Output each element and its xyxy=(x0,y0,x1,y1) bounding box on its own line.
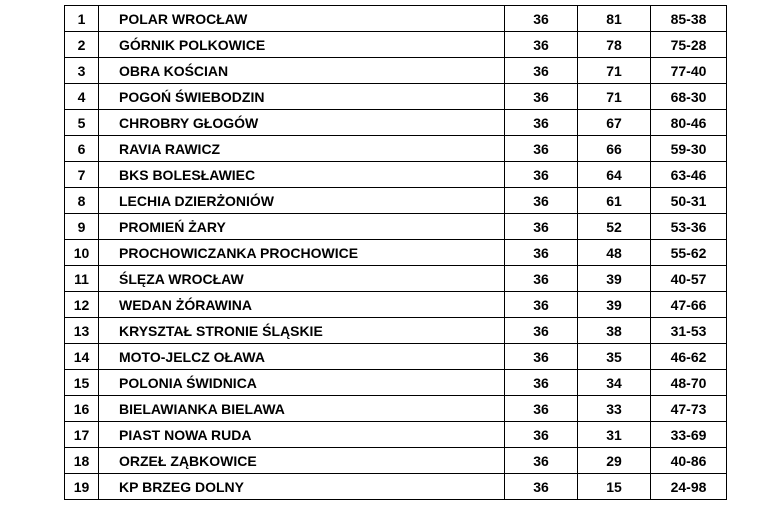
points-cell: 39 xyxy=(578,292,651,318)
team-name-cell: POLAR WROCŁAW xyxy=(99,6,505,32)
table-row xyxy=(65,448,727,474)
games-played-cell: 36 xyxy=(505,448,578,474)
games-played-cell: 36 xyxy=(505,162,578,188)
table-row xyxy=(65,370,727,396)
team-name-cell: MOTO-JELCZ OŁAWA xyxy=(99,344,505,370)
goals-cell: 53-36 xyxy=(651,214,727,240)
team-name-cell: BIELAWIANKA BIELAWA xyxy=(99,396,505,422)
table-row xyxy=(65,84,727,110)
goals-cell: 80-46 xyxy=(651,110,727,136)
table-row xyxy=(65,6,727,32)
points-cell: 61 xyxy=(578,188,651,214)
points-cell: 15 xyxy=(578,474,651,500)
games-played-cell: 36 xyxy=(505,58,578,84)
position-cell: 3 xyxy=(65,58,99,84)
position-cell: 8 xyxy=(65,188,99,214)
points-cell: 33 xyxy=(578,396,651,422)
table-row xyxy=(65,266,727,292)
goals-cell: 85-38 xyxy=(651,6,727,32)
points-cell: 29 xyxy=(578,448,651,474)
games-played-cell: 36 xyxy=(505,110,578,136)
goals-cell: 40-86 xyxy=(651,448,727,474)
games-played-cell: 36 xyxy=(505,188,578,214)
team-name-cell: LECHIA DZIERŻONIÓW xyxy=(99,188,505,214)
position-cell: 17 xyxy=(65,422,99,448)
games-played-cell: 36 xyxy=(505,266,578,292)
table-row xyxy=(65,214,727,240)
points-cell: 31 xyxy=(578,422,651,448)
table-row xyxy=(65,240,727,266)
points-cell: 66 xyxy=(578,136,651,162)
games-played-cell: 36 xyxy=(505,6,578,32)
position-cell: 16 xyxy=(65,396,99,422)
position-cell: 2 xyxy=(65,32,99,58)
games-played-cell: 36 xyxy=(505,474,578,500)
position-cell: 4 xyxy=(65,84,99,110)
table-row xyxy=(65,58,727,84)
team-name-cell: OBRA KOŚCIAN xyxy=(99,58,505,84)
goals-cell: 31-53 xyxy=(651,318,727,344)
games-played-cell: 36 xyxy=(505,344,578,370)
position-cell: 9 xyxy=(65,214,99,240)
games-played-cell: 36 xyxy=(505,136,578,162)
games-played-cell: 36 xyxy=(505,214,578,240)
team-name-cell: ORZEŁ ZĄBKOWICE xyxy=(99,448,505,474)
team-name-cell: POGOŃ ŚWIEBODZIN xyxy=(99,84,505,110)
table-row xyxy=(65,110,727,136)
position-cell: 15 xyxy=(65,370,99,396)
points-cell: 48 xyxy=(578,240,651,266)
goals-cell: 33-69 xyxy=(651,422,727,448)
games-played-cell: 36 xyxy=(505,396,578,422)
team-name-cell: ŚLĘZA WROCŁAW xyxy=(99,266,505,292)
league-standings-table xyxy=(64,5,727,500)
goals-cell: 48-70 xyxy=(651,370,727,396)
team-name-cell: KRYSZTAŁ STRONIE ŚLĄSKIE xyxy=(99,318,505,344)
position-cell: 19 xyxy=(65,474,99,500)
team-name-cell: PIAST NOWA RUDA xyxy=(99,422,505,448)
points-cell: 71 xyxy=(578,58,651,84)
points-cell: 52 xyxy=(578,214,651,240)
table-row xyxy=(65,32,727,58)
table-row xyxy=(65,422,727,448)
games-played-cell: 36 xyxy=(505,84,578,110)
points-cell: 78 xyxy=(578,32,651,58)
goals-cell: 68-30 xyxy=(651,84,727,110)
team-name-cell: PROCHOWICZANKA PROCHOWICE xyxy=(99,240,505,266)
team-name-cell: KP BRZEG DOLNY xyxy=(99,474,505,500)
goals-cell: 47-66 xyxy=(651,292,727,318)
points-cell: 35 xyxy=(578,344,651,370)
table-row xyxy=(65,136,727,162)
table-row xyxy=(65,162,727,188)
goals-cell: 59-30 xyxy=(651,136,727,162)
goals-cell: 47-73 xyxy=(651,396,727,422)
points-cell: 39 xyxy=(578,266,651,292)
goals-cell: 40-57 xyxy=(651,266,727,292)
games-played-cell: 36 xyxy=(505,240,578,266)
games-played-cell: 36 xyxy=(505,370,578,396)
team-name-cell: POLONIA ŚWIDNICA xyxy=(99,370,505,396)
goals-cell: 50-31 xyxy=(651,188,727,214)
points-cell: 81 xyxy=(578,6,651,32)
games-played-cell: 36 xyxy=(505,318,578,344)
team-name-cell: WEDAN ŻÓRAWINA xyxy=(99,292,505,318)
position-cell: 5 xyxy=(65,110,99,136)
position-cell: 7 xyxy=(65,162,99,188)
games-played-cell: 36 xyxy=(505,422,578,448)
team-name-cell: GÓRNIK POLKOWICE xyxy=(99,32,505,58)
table-row xyxy=(65,344,727,370)
table-body xyxy=(65,6,727,500)
points-cell: 67 xyxy=(578,110,651,136)
team-name-cell: RAVIA RAWICZ xyxy=(99,136,505,162)
goals-cell: 75-28 xyxy=(651,32,727,58)
games-played-cell: 36 xyxy=(505,292,578,318)
goals-cell: 55-62 xyxy=(651,240,727,266)
table-row xyxy=(65,474,727,500)
goals-cell: 24-98 xyxy=(651,474,727,500)
points-cell: 38 xyxy=(578,318,651,344)
position-cell: 11 xyxy=(65,266,99,292)
games-played-cell: 36 xyxy=(505,32,578,58)
position-cell: 10 xyxy=(65,240,99,266)
position-cell: 6 xyxy=(65,136,99,162)
goals-cell: 63-46 xyxy=(651,162,727,188)
table-row xyxy=(65,292,727,318)
position-cell: 13 xyxy=(65,318,99,344)
points-cell: 64 xyxy=(578,162,651,188)
team-name-cell: BKS BOLESŁAWIEC xyxy=(99,162,505,188)
position-cell: 18 xyxy=(65,448,99,474)
team-name-cell: PROMIEŃ ŻARY xyxy=(99,214,505,240)
position-cell: 12 xyxy=(65,292,99,318)
goals-cell: 77-40 xyxy=(651,58,727,84)
points-cell: 34 xyxy=(578,370,651,396)
points-cell: 71 xyxy=(578,84,651,110)
team-name-cell: CHROBRY GŁOGÓW xyxy=(99,110,505,136)
table-row xyxy=(65,318,727,344)
position-cell: 1 xyxy=(65,6,99,32)
table-row xyxy=(65,188,727,214)
goals-cell: 46-62 xyxy=(651,344,727,370)
position-cell: 14 xyxy=(65,344,99,370)
table-row xyxy=(65,396,727,422)
